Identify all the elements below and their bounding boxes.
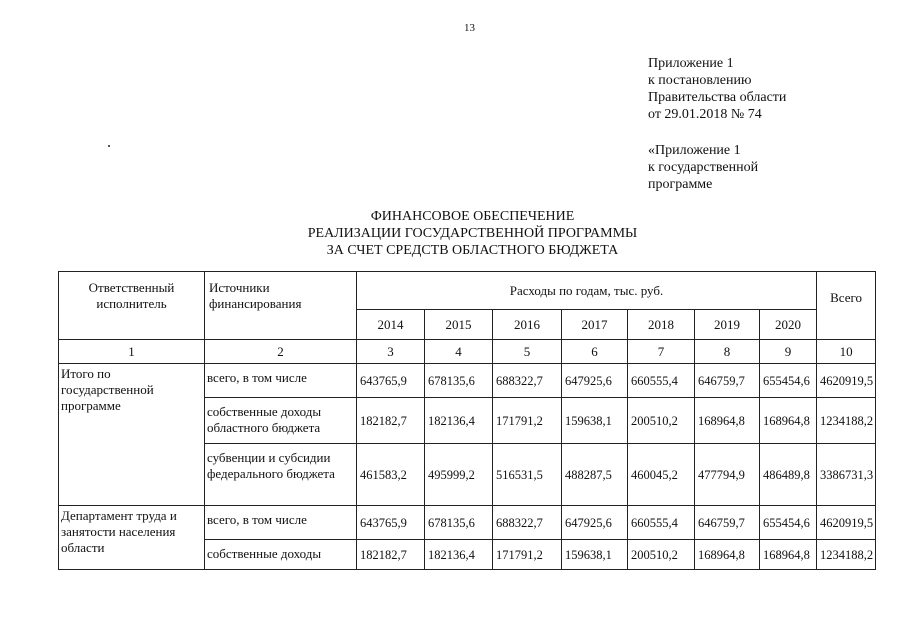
appendix-line: Правительства области (648, 90, 787, 105)
total-cell: 1234188,2 (817, 398, 876, 444)
value-cell: 655454,6 (760, 364, 817, 398)
value-cell: 168964,8 (695, 398, 760, 444)
source-cell: собственные доходы (205, 540, 357, 570)
value-cell: 688322,7 (493, 506, 562, 540)
financing-table (58, 271, 876, 570)
appendix-line: программе (648, 177, 713, 192)
value-cell: 678135,6 (425, 506, 493, 540)
column-number: 2 (205, 340, 357, 364)
column-number: 3 (357, 340, 425, 364)
source-cell: собственные доходы областного бюджета (205, 398, 357, 444)
value-cell: 655454,6 (760, 506, 817, 540)
appendix-line: «Приложение 1 (648, 143, 741, 158)
appendix-line: Приложение 1 (648, 56, 734, 71)
appendix-line: от 29.01.2018 № 74 (648, 107, 762, 122)
value-cell: 647925,6 (562, 364, 628, 398)
value-cell: 461583,2 (357, 444, 425, 506)
column-number: 1 (59, 340, 205, 364)
value-cell: 182182,7 (357, 540, 425, 570)
source-cell: всего, в том числе (205, 364, 357, 398)
value-cell: 488287,5 (562, 444, 628, 506)
value-cell: 660555,4 (628, 364, 695, 398)
value-cell: 460045,2 (628, 444, 695, 506)
title-line: ФИНАНСОВОЕ ОБЕСПЕЧЕНИЕ (370, 209, 575, 224)
executor-cell: Департамент труда и занятости населения области (59, 506, 205, 570)
value-cell: 516531,5 (493, 444, 562, 506)
appendix-subheader (648, 142, 758, 193)
table-row (59, 364, 876, 398)
value-cell: 643765,9 (357, 506, 425, 540)
value-cell: 678135,6 (425, 364, 493, 398)
appendix-header (648, 55, 786, 123)
title-line: РЕАЛИЗАЦИИ ГОСУДАРСТВЕННОЙ ПРОГРАММЫ (307, 226, 638, 241)
value-cell: 647925,6 (562, 506, 628, 540)
year-header: 2016 (493, 310, 562, 340)
total-cell: 3386731,3 (817, 444, 876, 506)
value-cell: 159638,1 (562, 540, 628, 570)
value-cell: 495999,2 (425, 444, 493, 506)
total-cell: 4620919,5 (817, 364, 876, 398)
value-cell: 171791,2 (493, 540, 562, 570)
value-cell: 168964,8 (760, 540, 817, 570)
source-cell: субвенции и субсидии федерального бюджета (205, 444, 357, 506)
page-number: 13 (464, 22, 475, 34)
executor-cell: Итого по государственной программе (59, 364, 205, 506)
header-total: Всего (817, 272, 876, 340)
value-cell: 200510,2 (628, 398, 695, 444)
year-header: 2017 (562, 310, 628, 340)
value-cell: 168964,8 (760, 398, 817, 444)
value-cell: 182182,7 (357, 398, 425, 444)
column-number: 6 (562, 340, 628, 364)
document-title (0, 208, 905, 259)
value-cell: 660555,4 (628, 506, 695, 540)
column-number: 5 (493, 340, 562, 364)
total-cell: 4620919,5 (817, 506, 876, 540)
value-cell: 646759,7 (695, 506, 760, 540)
column-number: 4 (425, 340, 493, 364)
value-cell: 171791,2 (493, 398, 562, 444)
table-row (59, 506, 876, 540)
header-expenses: Расходы по годам, тыс. руб. (357, 272, 817, 310)
column-number: 9 (760, 340, 817, 364)
year-header: 2014 (357, 310, 425, 340)
header-source: Источники финансирования (205, 272, 357, 340)
value-cell: 688322,7 (493, 364, 562, 398)
value-cell: 200510,2 (628, 540, 695, 570)
column-number: 7 (628, 340, 695, 364)
scan-speck (108, 145, 110, 147)
year-header: 2019 (695, 310, 760, 340)
value-cell: 646759,7 (695, 364, 760, 398)
value-cell: 168964,8 (695, 540, 760, 570)
column-number: 10 (817, 340, 876, 364)
value-cell: 477794,9 (695, 444, 760, 506)
total-cell: 1234188,2 (817, 540, 876, 570)
value-cell: 486489,8 (760, 444, 817, 506)
value-cell: 182136,4 (425, 540, 493, 570)
column-number: 8 (695, 340, 760, 364)
year-header: 2020 (760, 310, 817, 340)
value-cell: 643765,9 (357, 364, 425, 398)
year-header: 2018 (628, 310, 695, 340)
value-cell: 182136,4 (425, 398, 493, 444)
source-cell: всего, в том числе (205, 506, 357, 540)
title-line: ЗА СЧЕТ СРЕДСТВ ОБЛАСТНОГО БЮДЖЕТА (326, 243, 619, 258)
year-header: 2015 (425, 310, 493, 340)
value-cell: 159638,1 (562, 398, 628, 444)
appendix-line: к государственной (648, 160, 759, 175)
header-executor: Ответственный исполнитель (59, 272, 205, 340)
appendix-line: к постановлению (648, 73, 752, 88)
